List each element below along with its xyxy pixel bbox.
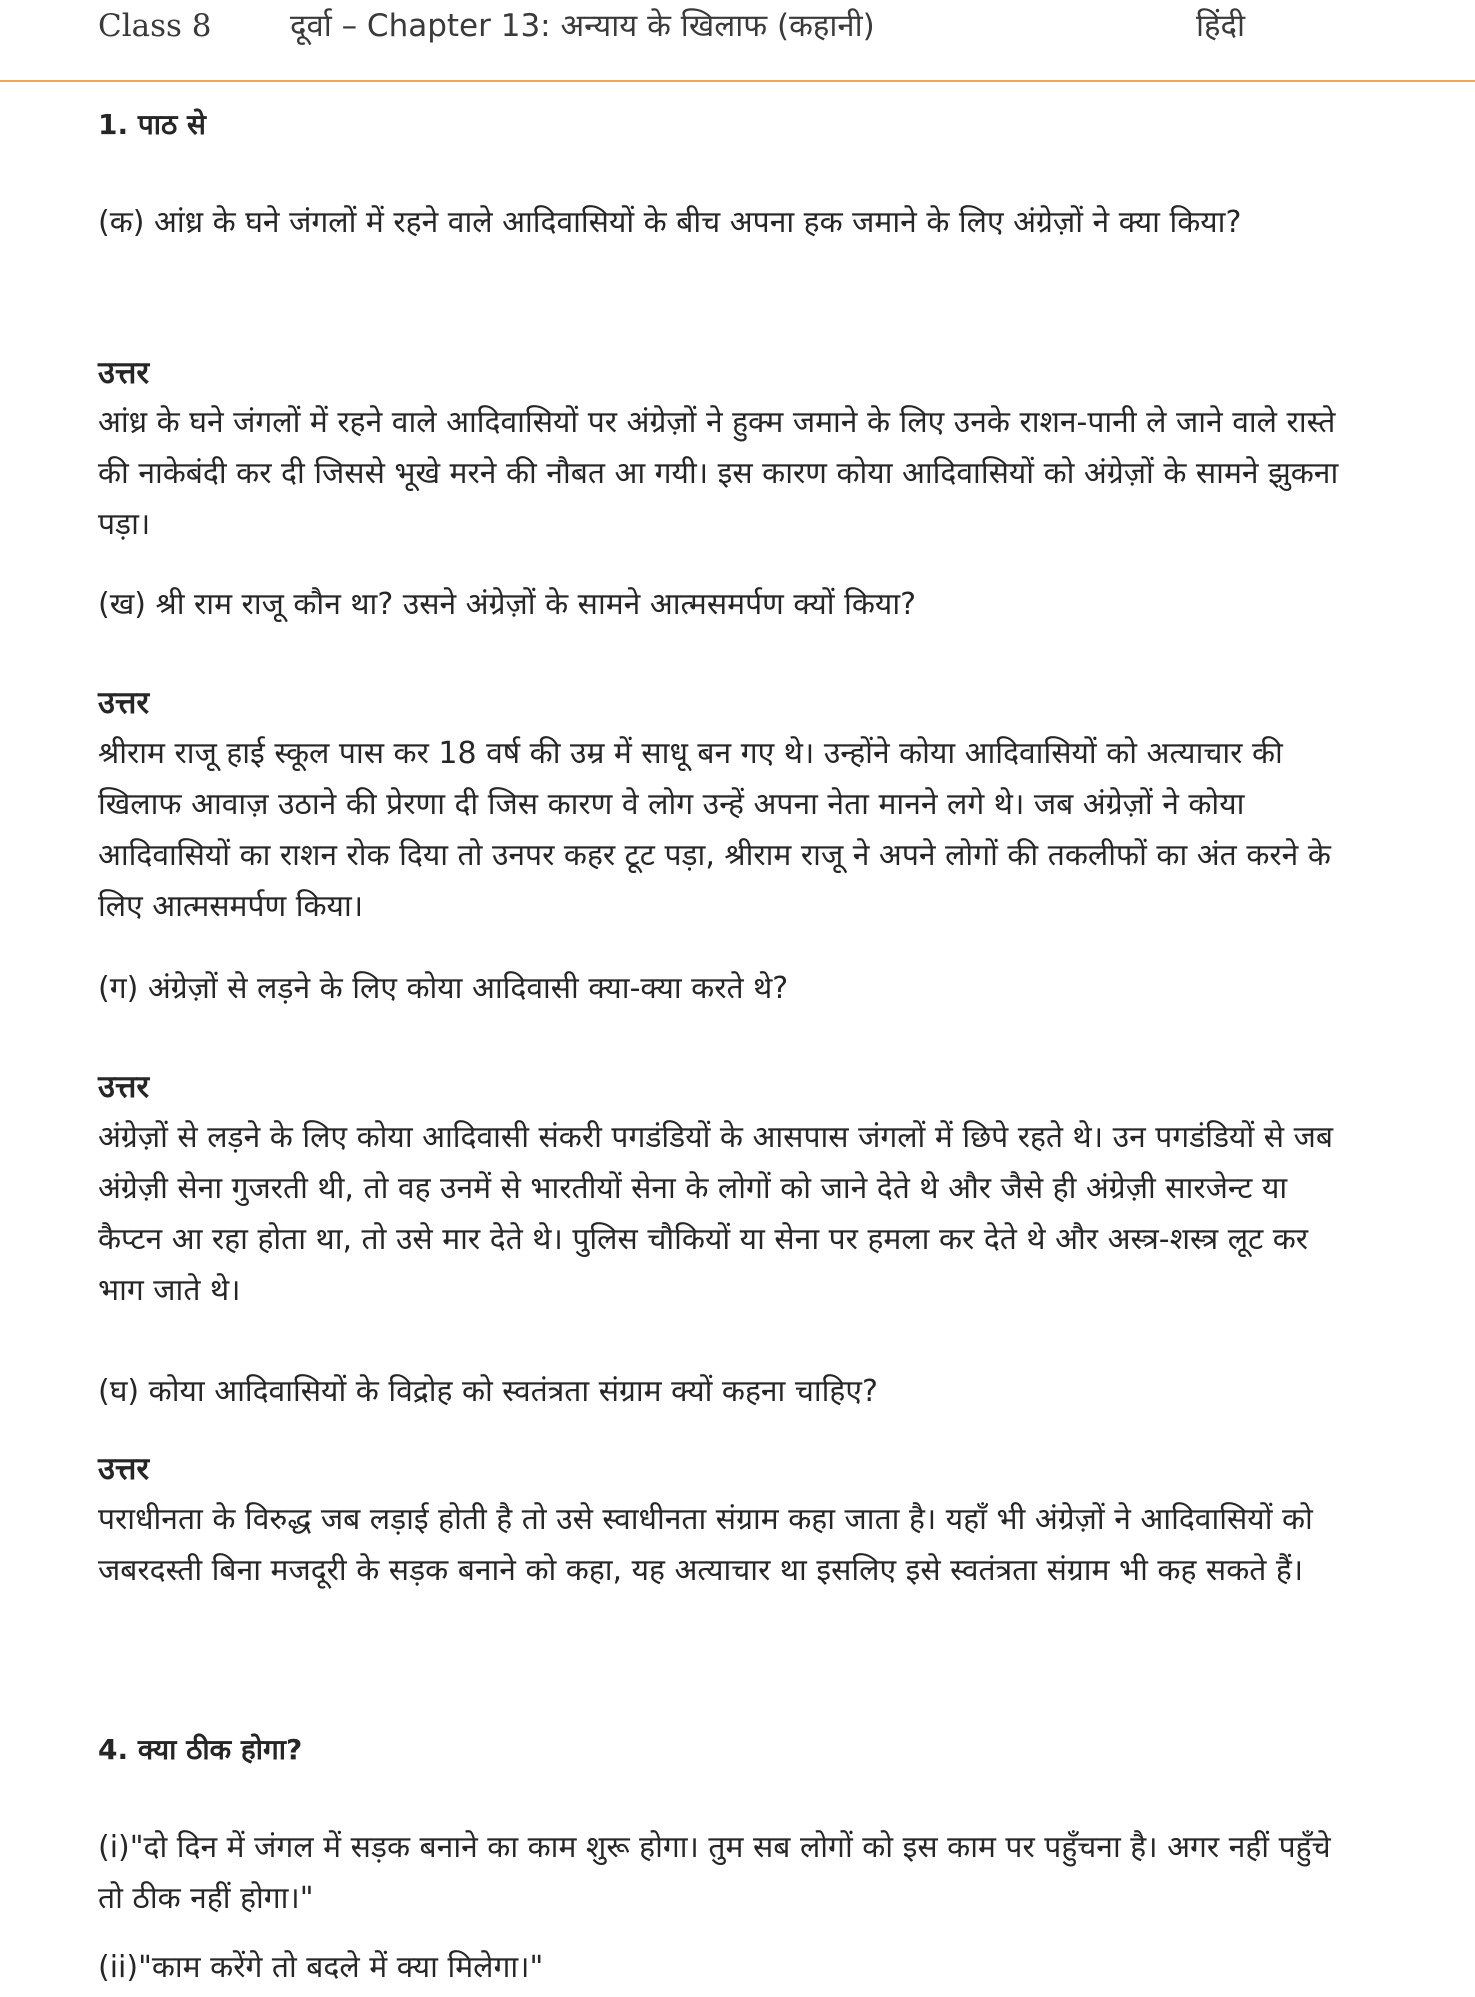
question-kha: (ख) श्री राम राजू कौन था? उसने अंग्रेज़ों के सामने आत्मसमर्पण क्यों किया?: [98, 587, 917, 622]
question-ga: (ग) अंग्रेज़ों से लड़ने के लिए कोया आदिवासी क्या-क्या करते थे?: [98, 971, 789, 1006]
answer-kha: श्रीराम राजू हाई स्कूल पास कर 18 वर्ष की उम्र में साधू बन गए थे। उन्होंने कोया आदिवासियों को अत्याचार की खिलाफ आवाज़ उठाने की प्रेरणा दी जिस कारण वे लोग उन्हें अपना नेता मानने लगे थे। जब अंग्रेज़ों ने कोया आदिवासियों का राशन रोक दिया तो उनपर कहर टूट पड़ा, श्रीराम राजू ने अपने लोगों की तकलीफों का अंत करने के लिए आत्मसमर्पण किया।: [98, 736, 1331, 924]
page-header: [0, 0, 1475, 82]
answer-label-ka: उत्तर: [98, 355, 150, 391]
answer-label-gha: उत्तर: [98, 1451, 150, 1487]
answer-ka: आंध्र के घने जंगलों में रहने वाले आदिवासियों पर अंग्रेज़ों ने हुक्म जमाने के लिए उनके राशन-पानी ले जाने वाले रास्ते की नाकेबंदी कर दी जिससे भूखे मरने की नौबत आ गयी। इस कारण कोया आदिवासियों को अंग्रेज़ों के सामने झुकना पड़ा।: [98, 405, 1339, 542]
answer-label-kha: उत्तर: [98, 685, 150, 721]
quote-item-1: (i)"दो दिन में जंगल में सड़क बनाने का काम शुरू होगा। तुम सब लोगों को इस काम पर पहुँचना है। अगर नहीं पहुँचे तो ठीक नहीं होगा।": [98, 1830, 1331, 1916]
answer-gha: पराधीनता के विरुद्ध जब लड़ाई होती है तो उसे स्वाधीनता संग्राम कहा जाता है। यहाँ भी अंग्रेज़ों ने आदिवासियों को जबरदस्ती बिना मजदूरी के सड़क बनाने को कहा, यह अत्याचार था इसलिए इसे स्वतंत्रता संग्राम भी कह सकते हैं।: [98, 1502, 1313, 1588]
answer-label-ga: उत्तर: [98, 1069, 150, 1105]
section-title-kya-theek-hoga: 4. क्या ठीक होगा?: [98, 1733, 303, 1766]
question-gha: (घ) कोया आदिवासियों के विद्रोह को स्वतंत्रता संग्राम क्यों कहना चाहिए?: [98, 1374, 878, 1409]
subject-label: हिंदी: [1196, 8, 1245, 44]
section-title-path-se: 1. पाठ से: [98, 108, 206, 141]
chapter-title: दूर्वा – Chapter 13: अन्याय के खिलाफ (कहानी): [290, 8, 875, 44]
answer-ga: अंग्रेज़ों से लड़ने के लिए कोया आदिवासी संकरी पगडंडियों के आसपास जंगलों में छिपे रहते थे। उन पगडंडियों से जब अंग्रेज़ी सेना गुजरती थी, तो वह उनमें से भारतीयों सेना के लोगों को जाने देते थे और जैसे ही अंग्रेज़ी सारजेन्ट या कैप्टन आ रहा होता था, तो उसे मार देते थे। पुलिस चौकियों या सेना पर हमला कर देते थे और अस्त्र-शस्त्र लूट कर भाग जाते थे।: [98, 1120, 1333, 1308]
class-label: Class 8: [98, 8, 212, 44]
question-ka: (क) आंध्र के घने जंगलों में रहने वाले आदिवासियों के बीच अपना हक जमाने के लिए अंग्रेज़ों ने क्या किया?: [98, 205, 1242, 240]
quote-item-2: (ii)"काम करेंगे तो बदले में क्या मिलेगा।": [98, 1950, 544, 1985]
